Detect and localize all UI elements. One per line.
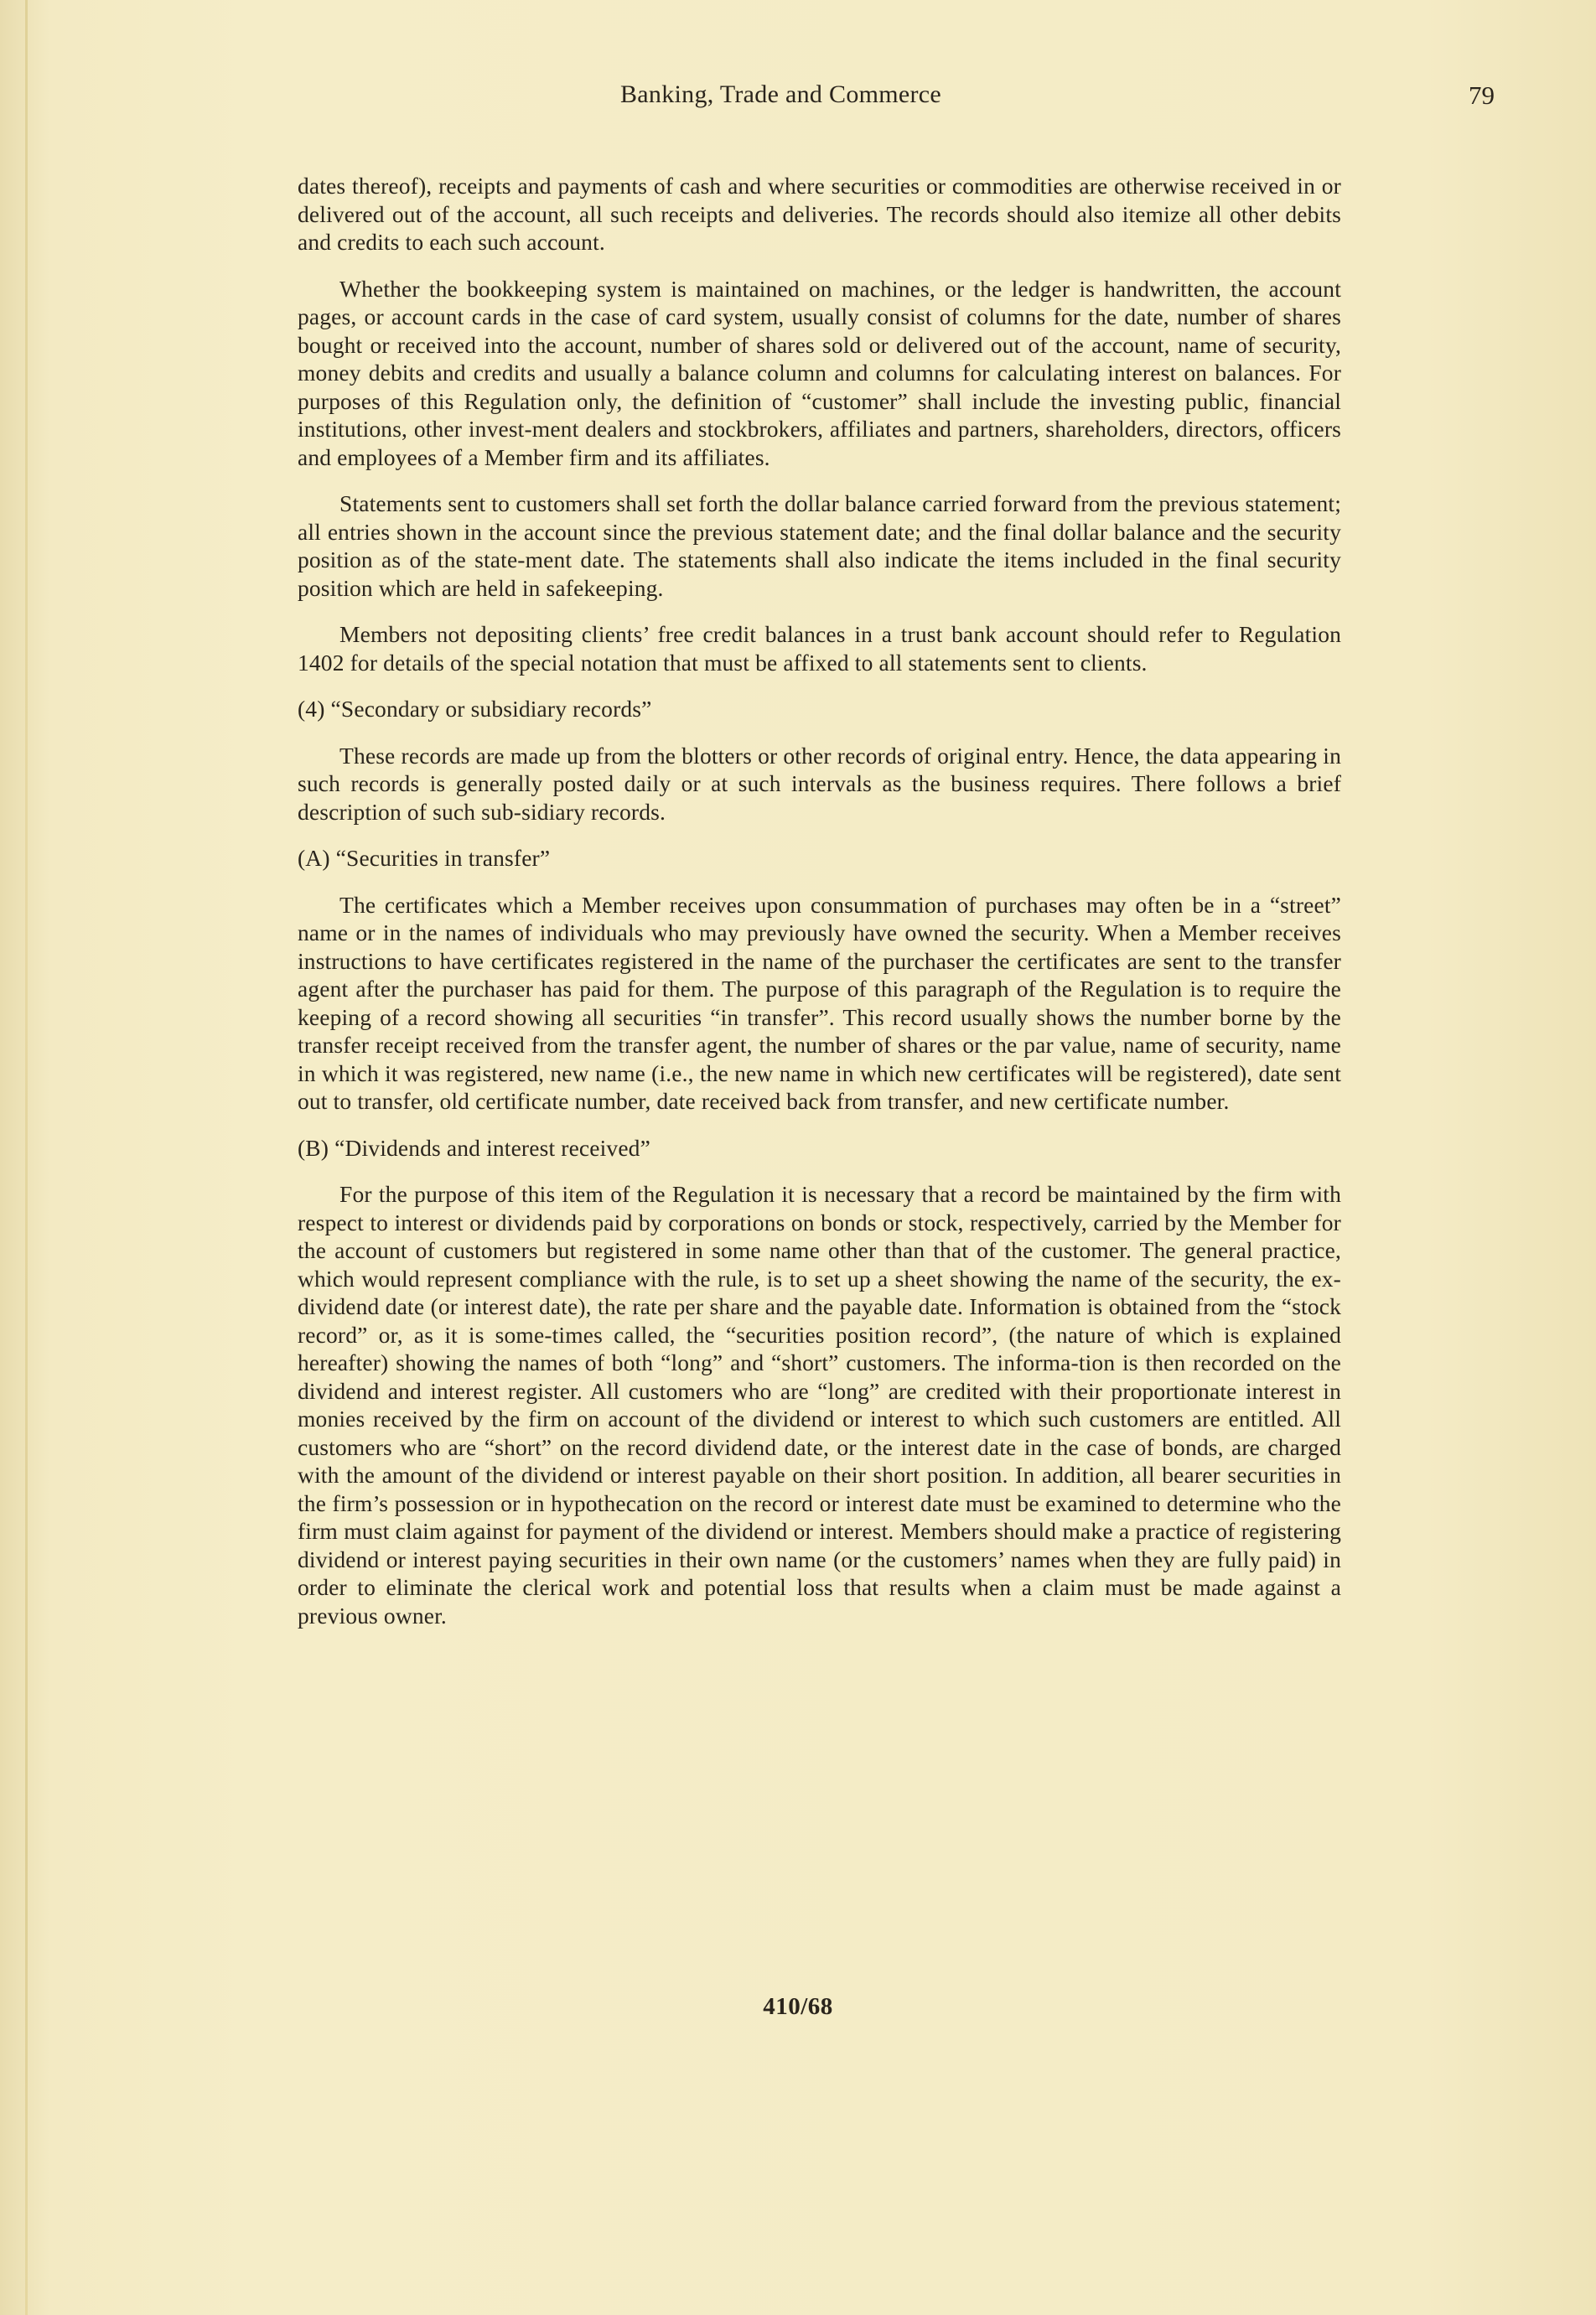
section-heading-secondary-records: (4) “Secondary or subsidiary records” [298, 696, 652, 722]
page-number: 79 [1469, 80, 1495, 110]
page-header [0, 80, 1596, 121]
paragraph-dividends-interest: For the purpose of this item of the Regulation it is necessary that a record be maintained by the firm with respect to interest or dividends paid by corporations on bonds or stock, respectively, carried by the Member for the account of customers but registered in some name other than that of the customer. The general practice, which would represent compliance with the rule, is to set up a sheet showing the name of the security, the ex-dividend date (or interest date), the rate per share and the payable date. Information is obtained from the “stock record” or, as it is some-times called, the “securities position record”, (the nature of which is explained hereafter) showing the names of both “long” and “short” customers. The informa-tion is then recorded on the dividend and interest register. All customers who are “long” are credited with their proportionate interest in monies received by the firm on account of the dividend or interest to which such customers are entitled. All customers who are “short” on the record dividend date, or the interest date in the case of bonds, are charged with the amount of the dividend or interest payable on their short position. In addition, all bearer securities in the firm’s possession or in hypothecation on the record or interest date must be examined to determine who the firm must claim against for payment of the dividend or interest. Members should make a practice of registering dividend or interest paying securities in their own name (or the customers’ names when they are fully paid) in order to eliminate the clerical work and potential loss that results when a claim must be made against a previous owner. [298, 1181, 1341, 1629]
paragraph-statements: Statements sent to customers shall set forth the dollar balance carried forward from the previous statement; all entries shown in the account since the previous statement date; and the final dollar balance and the security position as of the state-ment date. The statements shall also indicate the items included in the final security position which are held in safekeeping. [298, 490, 1341, 601]
binding-gutter [25, 0, 28, 2315]
paragraph-free-credit-balances: Members not depositing clients’ free credit balances in a trust bank account should refer to Regulation 1402 for details of the special notation that must be affixed to all statements sent to clients. [298, 621, 1341, 676]
paragraph-continuation: dates thereof), receipts and payments of cash and where securities or commodities are otherwise received in or delivered out of the account, all such receipts and deliveries. The records should also itemize all other debits and credits to each such account. [298, 173, 1341, 255]
body-text [298, 172, 1341, 1648]
paragraph-secondary-records: These records are made up from the blotters or other records of original entry. Hence, the data appearing in such records is generally posted daily or at such intervals as the business requires. There follows a brief description of such sub-sidiary records. [298, 742, 1341, 825]
running-head: Banking, Trade and Commerce [620, 80, 942, 108]
section-heading-securities-in-transfer: (A) “Securities in transfer” [298, 845, 551, 871]
footer-revision-code: 410/68 [763, 1993, 833, 2020]
paragraph-securities-in-transfer: The certificates which a Member receives upon consummation of purchases may often be in a “street” name or in the names of individuals who may previously have owned the security. When a Member receives instructions to have certificates registered in the name of the purchaser the certificates are sent to the transfer agent after the purchaser has paid for them. The purpose of this paragraph of the Regulation is to require the keeping of a record showing all securities “in transfer”. This record usually shows the number borne by the transfer receipt received from the transfer agent, the number of shares or the par value, name of security, name in which it was registered, new name (i.e., the new name in which new certificates will be registered), date sent out to transfer, old certificate number, date received back from transfer, and new certificate number. [298, 891, 1341, 1114]
section-heading-dividends-interest: (B) “Dividends and interest received” [298, 1134, 650, 1161]
paragraph-bookkeeping-system: Whether the bookkeeping system is maintained on machines, or the ledger is handwritten, the account pages, or account cards in the case of card system, usually consist of columns for the date, number of shares bought or received into the account, number of shares sold or delivered out of the account, name of security, money debits and credits and usually a balance column and columns for calculating interest on balances. For purposes of this Regulation only, the definition of “customer” shall include the investing public, financial institutions, other invest-ment dealers and stockbrokers, affiliates and partners, shareholders, directors, officers and employees of a Member firm and its affiliates. [298, 275, 1341, 470]
